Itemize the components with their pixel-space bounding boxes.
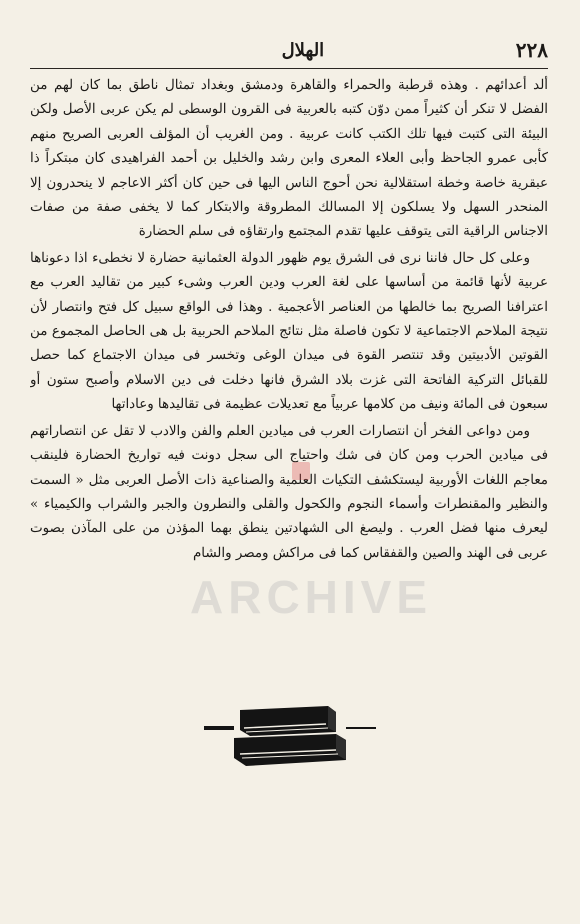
paragraph-1: ألد أعدائهم . وهذه قرطبة والحمراء والقاهرة ودمشق وبغداد تمثال ناطق بما كان لهم من الفضل لا تنكر أن كثيراً ممن دوّن كتبه بالعربية فى القرون الوسطى لم يكن عربى الأصل ولكن البيئة التى كتبت فيها تلك الكتب كانت عربية . ومن الغريب أن المؤلف العربى الصريح منهم كأبى عمرو الجاحظ وأبى العلاء المعرى وابن رشد والخليل بن أحمد الفراهيدى كان مبتكراً ذا عبقرية خاصة وخطة استقلالية نحن أحوج الناس اليها فى حين كان أكثر الاعاجم لا ينحدرون إلا المنحدر السهل ولا يسلكون إلا المسالك المطروقة والابتكار كما لا يخفى صفة من صفات الاجناس الراقية التى يتوقف عليها تقدم المجتمع وارتقاؤه فى سلم الحضارة	[30, 78, 548, 240]
book-stack-ornament-icon	[200, 688, 380, 778]
paragraph-3: ومن دواعى الفخر أن انتصارات العرب فى ميادين العلم والفن والادب لا تقل عن انتصاراتهم فى ميادين الحرب ومن كان فى شك واحتياج الى سجل دونت فيه تواريخ الحضارة فلينقب معاجم اللغات الأوربية ليستكشف التكيات العلمية والصناعية ذات الأصل العربى مثل « السمت والنظير والمقنطرات وأسماء النجوم والكحول والقلى والنطرون والجبر والشراب والكيمياء » ليعرف منها فضل العرب . وليصغ الى الشهادتين ينطق بهما المؤذن من على المآذن بصوت عربى فى الهند والصين والقفقاس كما فى مراكش ومصر والشام	[30, 423, 548, 561]
paragraph-2: وعلى كل حال فاننا نرى فى الشرق يوم ظهور الدولة العثمانية حضارة لا نخطىء اذا دعوناها عربية لأنها قائمة من أساسها على لغة العرب ودين العرب وشىء كبير من تقاليد العرب مع اعترافنا الصريح بما خالطها من العناصر الأعجمية . وهذا فى الواقع سبيل كل فتح وانتصار لأن نتيجة الملاحم الاجتماعية لا تكون فاصلة مثل نتائج الملاحم الحربية بل هى الحاصل المجموع من القوتين الأدبيتين وقد تنتصر القوة فى ميدان الوغى وتخسر فى ميدان الاجتماع كما حصل للقبائل التركية الفاتحة التى غزت بلاد الشرق فانها دخلت فى دين الاسلام وأصبح ستون أو سبعون فى المائة ونيف من كلامها عربياً مع تعديلات عظيمة فى تقاليدها وعاداتها	[30, 250, 548, 413]
watermark-emblem-icon	[292, 462, 310, 480]
page-header	[30, 36, 548, 64]
header-rule	[30, 68, 548, 69]
page-number: ٢٢٨	[515, 38, 548, 62]
archive-watermark: ARCHIVE	[190, 571, 433, 623]
article-body	[30, 74, 548, 634]
running-title: الهلال	[281, 39, 325, 61]
